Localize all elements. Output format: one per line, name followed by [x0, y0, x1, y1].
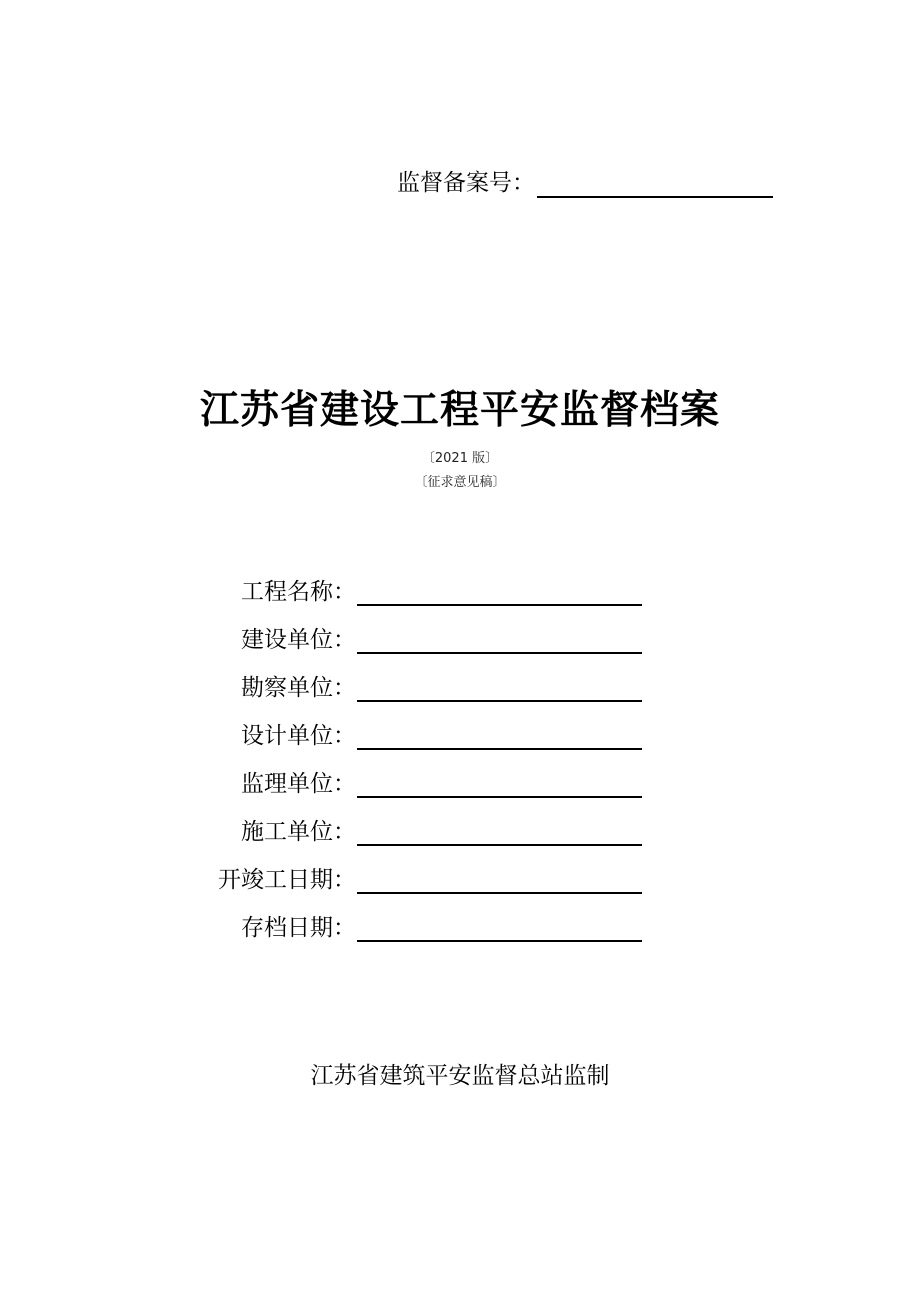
field-row-design-unit: [0, 720, 920, 752]
field-row-survey-unit: [0, 672, 920, 704]
field-label: 开竣工日期：: [218, 867, 356, 893]
record-number-field: [397, 168, 773, 198]
field-blank[interactable]: [357, 844, 642, 846]
field-row-supervision-unit: [0, 768, 920, 800]
field-blank[interactable]: [357, 748, 642, 750]
record-number-label: 监督备案号：: [397, 170, 535, 196]
document-title: 江苏省建设工程平安监督档案: [199, 388, 720, 433]
field-row-contractor-unit: [0, 816, 920, 848]
issuer-footer: 江苏省建筑平安监督总站监制: [310, 1063, 610, 1089]
field-label: 工程名称：: [241, 579, 356, 605]
field-blank[interactable]: [357, 700, 642, 702]
draft-note: 〔征求意见稿〕: [414, 475, 506, 490]
field-label: 建设单位：: [241, 627, 356, 653]
field-blank[interactable]: [357, 652, 642, 654]
version-note: 〔2021 版〕: [421, 451, 499, 466]
field-label: 设计单位：: [241, 723, 356, 749]
field-blank[interactable]: [357, 796, 642, 798]
field-row-project-name: [0, 576, 920, 608]
field-label: 存档日期：: [241, 915, 356, 941]
field-blank[interactable]: [357, 940, 642, 942]
field-label: 施工单位：: [241, 819, 356, 845]
field-row-construction-unit: [0, 624, 920, 656]
field-label: 勘察单位：: [241, 675, 356, 701]
field-label: 监理单位：: [241, 771, 356, 797]
field-row-archive-date: [0, 912, 920, 944]
field-blank[interactable]: [357, 892, 642, 894]
field-row-start-completion-date: [0, 864, 920, 896]
record-number-blank[interactable]: [537, 170, 773, 198]
field-blank[interactable]: [357, 604, 642, 606]
